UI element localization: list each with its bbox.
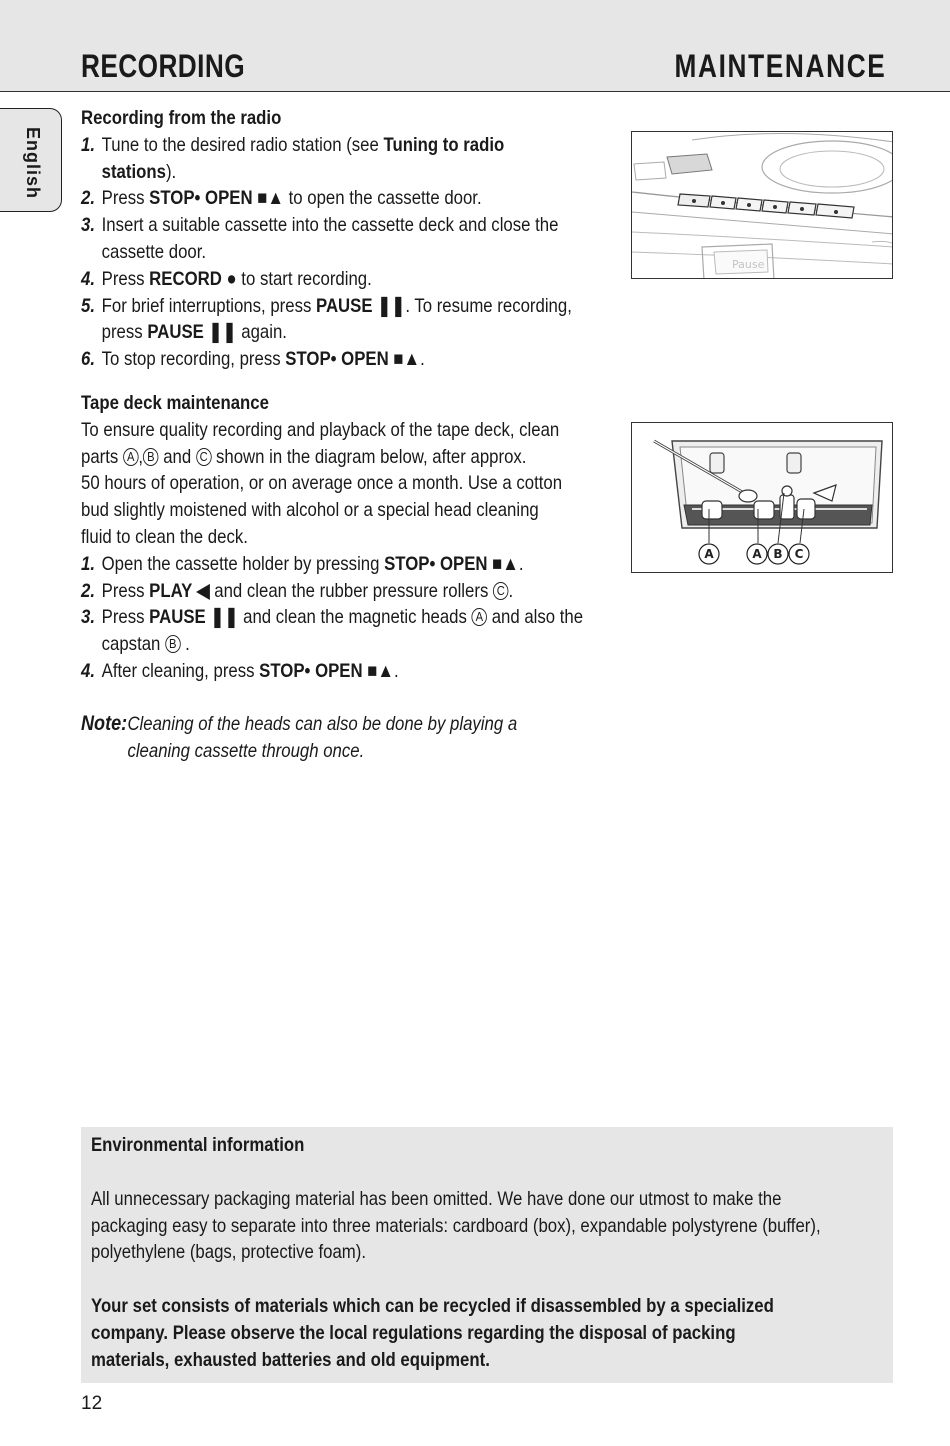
part-c-marker: C: [493, 582, 508, 600]
environment-para-line-2: packaging easy to separate into three materials: cardboard (box), expandable polystyrene (buffer),: [91, 1214, 821, 1237]
part-a-marker: A: [123, 448, 138, 466]
figure-label-c: C: [794, 547, 804, 561]
recording-step-5-cont: press PAUSE ❚❚ again.: [101, 321, 287, 344]
figure-label-a: A: [752, 547, 762, 561]
environment-para-line-3: polyethylene (bags, protective foam).: [91, 1241, 366, 1264]
maintenance-step-3: 3. Press PAUSE ❚❚ and clean the magnetic heads A and also the: [81, 606, 584, 629]
control-panel-illustration: [631, 131, 893, 279]
tape-deck-cleaning-illustration: [631, 422, 893, 573]
recording-section: [81, 105, 614, 373]
part-b-marker: B: [143, 448, 158, 466]
maintenance-para-3: 50 hours of operation, or on average once a month. Use a cotton: [81, 472, 563, 495]
maintenance-para-4: bud slightly moistened with alcohol or a special head cleaning: [81, 499, 539, 522]
part-c-marker: C: [196, 448, 211, 466]
environment-bold-line-1: Your set consists of materials which can be recycled if disassembled by a specialized: [91, 1295, 774, 1318]
page-number: 12: [81, 1393, 103, 1414]
environment-heading: Environmental information: [91, 1134, 305, 1156]
figure-label-a: A: [704, 547, 714, 561]
language-label: English: [23, 127, 43, 200]
maintenance-para-2: parts A , B and C shown in the diagram below, after approx.: [81, 445, 527, 468]
header-band: [0, 0, 950, 92]
note-line-2: cleaning cassette through once.: [127, 739, 365, 762]
maintenance-para-1: To ensure quality recording and playback of the tape deck, clean: [81, 418, 560, 441]
tape-deck-drawing: [632, 423, 893, 573]
control-panel-drawing: [632, 132, 893, 279]
recording-step-5: 5. For brief interruptions, press PAUSE ❚❚. To resume recording,: [81, 294, 572, 317]
maintenance-heading: Tape deck maintenance: [81, 392, 269, 414]
recording-step-4: 4. Press RECORD ● to start recording.: [81, 267, 372, 290]
recording-step-6: 6. To stop recording, press STOP• OPEN ■▲.: [81, 348, 425, 371]
section-title-recording: RECORDING: [81, 48, 246, 84]
recording-step-3: 3. Insert a suitable cassette into the cassette deck and close the: [81, 214, 559, 237]
part-a-marker: A: [472, 608, 487, 626]
section-title-maintenance: MAINTENANCE: [674, 48, 886, 84]
maintenance-step-1: 1. Open the cassette holder by pressing STOP• OPEN ■▲.: [81, 552, 524, 575]
maintenance-step-3-cont: capstan B .: [101, 633, 190, 656]
recording-heading: Recording from the radio: [81, 107, 282, 129]
maintenance-section: [81, 390, 614, 685]
part-b-marker: B: [165, 635, 180, 653]
recording-step-1-cont: stations).: [101, 160, 177, 183]
note: [81, 711, 614, 765]
environment-bold-line-2: company. Please observe the local regulations regarding the disposal of packing: [91, 1321, 736, 1344]
maintenance-para-5: fluid to clean the deck.: [81, 525, 248, 548]
maintenance-step-2: 2. Press PLAY ◀ and clean the rubber pressure rollers C .: [81, 579, 514, 602]
language-tab: [0, 108, 62, 212]
environment-bold-line-3: materials, exhausted batteries and old equipment.: [91, 1348, 490, 1371]
recording-step-2: 2. Press STOP• OPEN ■▲ to open the cassette door.: [81, 187, 482, 210]
maintenance-step-4: 4. After cleaning, press STOP• OPEN ■▲.: [81, 659, 399, 682]
note-line-1: Cleaning of the heads can also be done by playing a: [127, 713, 518, 735]
recording-step-1: 1. Tune to the desired radio station (see Tuning to radio: [81, 133, 505, 156]
environmental-info-box: [81, 1127, 893, 1383]
note-label: Note:: [81, 712, 128, 735]
display-readout: Pause: [732, 258, 765, 271]
environment-para-line-1: All unnecessary packaging material has been omitted. We have done our utmost to make the: [91, 1187, 782, 1210]
recording-step-3-cont: cassette door.: [101, 240, 207, 263]
figure-label-b: B: [773, 547, 783, 561]
